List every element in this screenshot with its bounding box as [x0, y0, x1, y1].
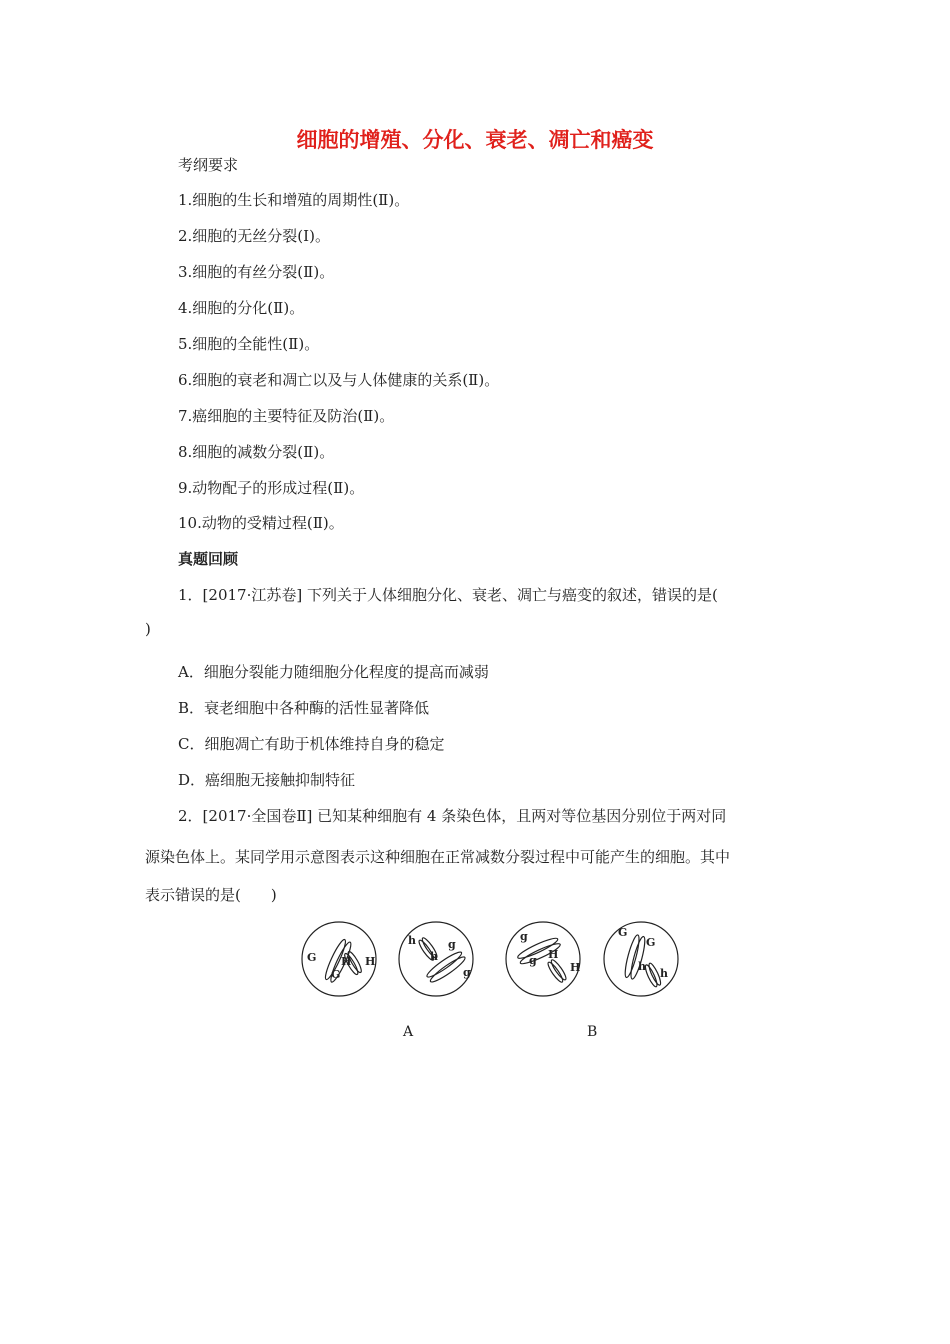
syllabus-item: 6.细胞的衰老和凋亡以及与人体健康的关系(Ⅱ)。 [178, 371, 500, 389]
syllabus-item: 1.细胞的生长和增殖的周期性(Ⅱ)。 [178, 191, 410, 209]
gene-label: h [408, 934, 416, 947]
cell-membrane [604, 922, 678, 996]
question-2-stem-cont: 源染色体上。某同学用示意图表示这种细胞在正常减数分裂过程中可能产生的细胞。其中 [145, 848, 731, 866]
gene-label: G [331, 968, 341, 981]
gene-label: H [341, 955, 352, 968]
gene-label: g [463, 966, 471, 979]
gene-label: g [448, 938, 456, 951]
syllabus-item: 5.细胞的全能性(Ⅱ)。 [178, 335, 320, 353]
cell-4 [604, 922, 678, 996]
syllabus-item: 9.动物配子的形成过程(Ⅱ)。 [178, 479, 365, 497]
gene-label: H [365, 955, 376, 968]
gene-label: H [548, 948, 559, 961]
figure-label-b: B [587, 1024, 598, 1040]
figure-label-a: A [403, 1024, 414, 1040]
question-2-stem: 2．[2017·全国卷Ⅱ] 已知某种细胞有 4 条染色体，且两对等位基因分别位于两对同 [178, 807, 727, 825]
syllabus-item: 7.癌细胞的主要特征及防治(Ⅱ)。 [178, 407, 395, 425]
gene-label: g [529, 954, 537, 967]
syllabus-item: 10.动物的受精过程(Ⅱ)。 [178, 514, 344, 532]
cell-membrane [506, 922, 580, 996]
syllabus-heading: 考纲要求 [178, 156, 239, 174]
review-heading: 真题回顾 [178, 550, 239, 568]
syllabus-item: 8.细胞的减数分裂(Ⅱ)。 [178, 443, 335, 461]
gene-label: h [660, 967, 668, 980]
gene-label: h [430, 950, 438, 963]
gene-label: h [638, 960, 646, 973]
page-title: 细胞的增殖、分化、衰老、凋亡和癌变 [296, 128, 654, 152]
cell-3 [506, 922, 580, 996]
gene-label: G [307, 951, 317, 964]
question-1-stem-cont: ) [145, 620, 151, 638]
gene-label: H [570, 961, 581, 974]
option-a: A．细胞分裂能力随细胞分化程度的提高而减弱 [178, 663, 489, 681]
syllabus-item: 3.细胞的有丝分裂(Ⅱ)。 [178, 263, 335, 281]
gene-label: G [646, 936, 656, 949]
option-d: D．癌细胞无接触抑制特征 [178, 771, 356, 789]
gene-label: g [520, 930, 528, 943]
gene-label: G [618, 926, 628, 939]
cell-division-figure [298, 918, 688, 1008]
question-2-stem-end: 表示错误的是( ) [145, 886, 277, 904]
syllabus-item: 2.细胞的无丝分裂(Ⅰ)。 [178, 227, 330, 245]
option-b: B．衰老细胞中各种酶的活性显著降低 [178, 699, 430, 717]
syllabus-item: 4.细胞的分化(Ⅱ)。 [178, 299, 305, 317]
option-c: C．细胞凋亡有助于机体维持自身的稳定 [178, 735, 445, 753]
question-1-stem: 1．[2017·江苏卷] 下列关于人体细胞分化、衰老、凋亡与癌变的叙述，错误的是( [178, 586, 718, 604]
